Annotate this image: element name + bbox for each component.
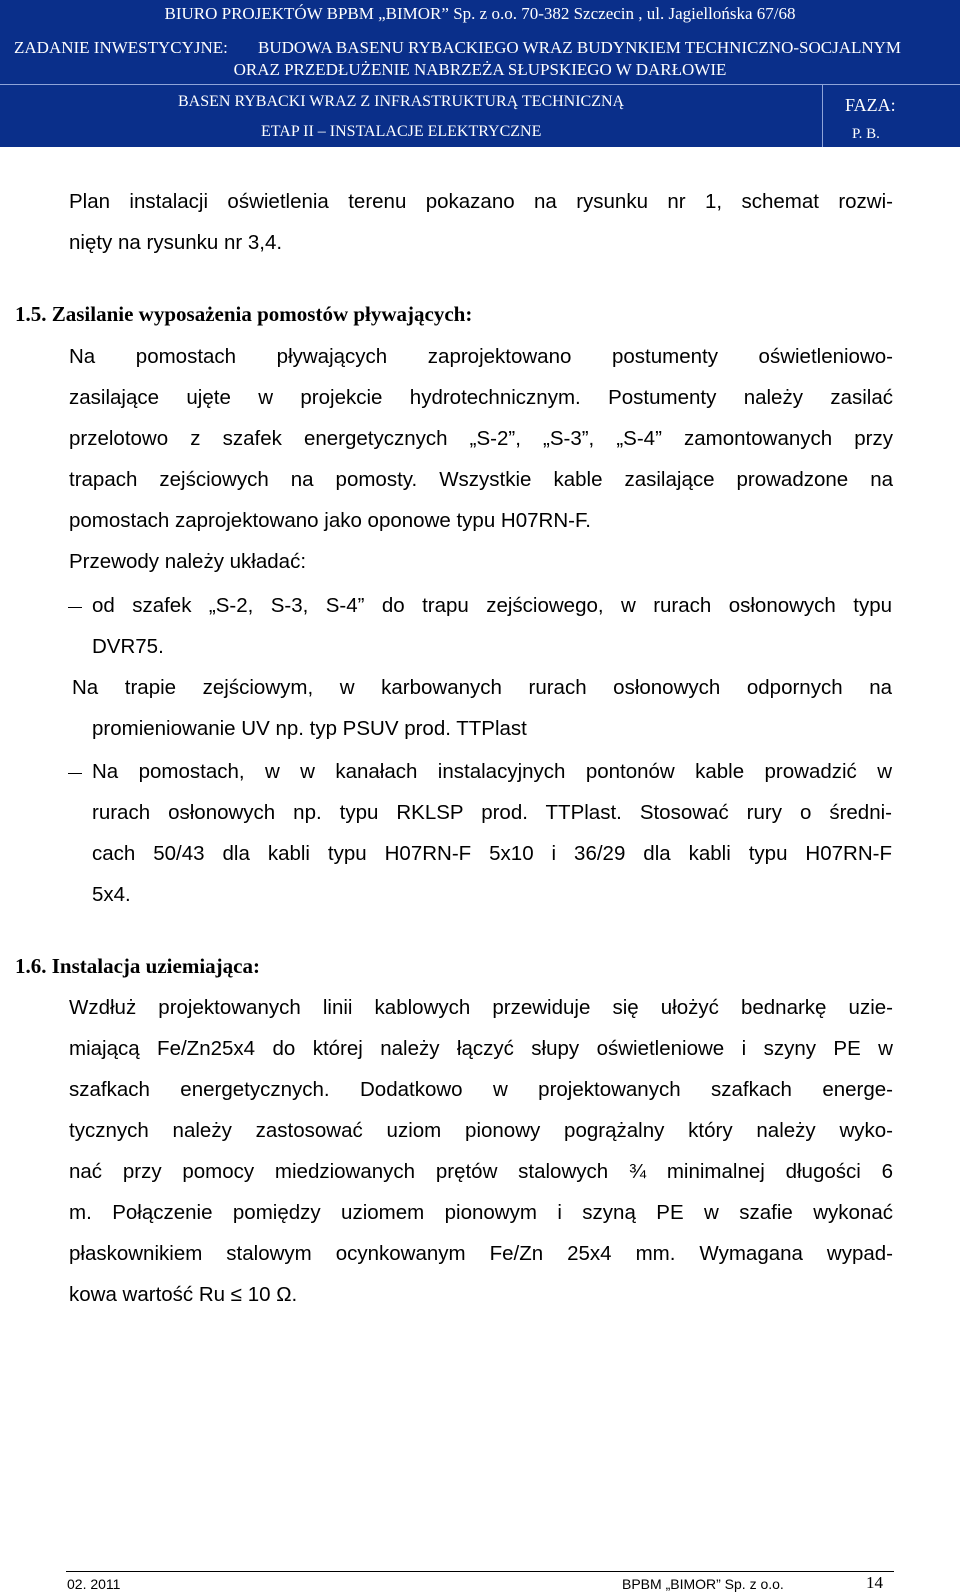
s16-line-6: m. Połączenie pomiędzy uziomem pionowym i szyną PE w szafie wykonać [69,1201,893,1224]
s15-line-6: Przewody należy układać: [69,550,307,573]
bullet-3-line-1: Na pomostach, w w kanałach instalacyjnych pontonów kable prowadzić w [92,760,892,783]
page-header [0,0,960,147]
s16-line-3: szafkach energetycznych. Dodatkowo w projektowanych szafkach energe- [69,1078,893,1101]
s15-line-3: przelotowo z szafek energetycznych „S-2”, „S-3”, „S-4” zamontowanych przy [69,427,893,450]
section-1-6-title: 1.6. Instalacja uziemiająca: [15,954,260,978]
bullet-1-line-2: DVR75. [92,635,164,658]
s16-line-2: miającą Fe/Zn25x4 do której należy łączyć słupy oświetleniowe i szyny PE w [69,1037,893,1060]
header-investment-line2: ORAZ PRZEDŁUŻENIE NABRZEŻA SŁUPSKIEGO W DARŁOWIE [233,60,727,79]
footer-company: BPBM „BIMOR” Sp. z o.o. [622,1576,784,1592]
header-subtitle-1: BASEN RYBACKI WRAZ Z INFRASTRUKTURĄ TECHNICZNĄ [178,93,625,110]
s16-line-7: płaskownikiem stalowym ocynkowanym Fe/Zn 25x4 mm. Wymagana wypad- [69,1242,893,1265]
bullet-3-line-3: cach 50/43 dla kabli typu H07RN-F 5x10 i 36/29 dla kabli typu H07RN-F [92,842,892,865]
s15-line-4: trapach zejściowych na pomosty. Wszystkie kable zasilające prowadzone na [69,468,893,491]
bullet-1-line-1: od szafek „S-2, S-3, S-4” do trapu zejściowego, w rurach osłonowych typu [92,594,892,617]
header-phase-label: FAZA: [845,95,896,115]
bullet-2-line-1: Na trapie zejściowym, w karbowanych rurach osłonowych odpornych na [72,676,892,699]
s16-line-5: nać przy pomocy miedziowanych prętów stalowych ¾ minimalnej długości 6 [69,1160,893,1183]
footer-page-number: 14 [866,1573,883,1592]
bullet-dash-3 [68,773,82,774]
intro-line-2: nięty na rysunku nr 3,4. [69,231,283,254]
s16-line-8: kowa wartość Ru ≤ 10 Ω. [69,1283,298,1306]
header-phase-divider [822,84,823,147]
header-subtitle-2: ETAP II – INSTALACJE ELEKTRYCZNE [261,123,542,140]
footer-date: 02. 2011 [67,1576,121,1592]
bullet-3-line-4: 5x4. [92,883,131,906]
bullet-3-line-2: rurach osłonowych np. typu RKLSP prod. TTPlast. Stosować rury o średni- [92,801,892,824]
section-1-5-title: 1.5. Zasilanie wyposażenia pomostów pływających: [15,302,473,326]
bullet-dash-1 [68,607,82,608]
s16-line-1: Wzdłuż projektowanych linii kablowych przewiduje się ułożyć bednarkę uzie- [69,996,893,1019]
s15-line-1: Na pomostach pływających zaprojektowano postumenty oświetleniowo- [69,345,893,368]
header-investment-line1: BUDOWA BASENU RYBACKIEGO WRAZ BUDYNKIEM TECHNICZNO-SOCJALNYM [258,38,902,57]
s15-line-5: pomostach zaprojektowano jako oponowe typu H07RN-F. [69,509,591,532]
intro-line-1: Plan instalacji oświetlenia terenu pokazano na rysunku nr 1, schemat rozwi- [69,190,893,213]
s16-line-4: tycznych należy zastosować uziom pionowy pogrążalny który należy wyko- [69,1119,893,1142]
s15-line-2: zasilające ujęte w projekcie hydrotechnicznym. Postumenty należy zasilać [69,386,893,409]
footer-rule [66,1571,894,1572]
header-company: BIURO PROJEKTÓW BPBM „BIMOR” Sp. z o.o. 70-382 Szczecin , ul. Jagiellońska 67/68 [164,4,796,23]
header-investment-label: ZADANIE INWESTYCYJNE: [14,38,228,57]
bullet-2-line-2: promieniowanie UV np. typ PSUV prod. TTPlast [92,717,527,740]
header-divider [0,84,960,85]
header-phase-value: P. B. [852,126,880,142]
